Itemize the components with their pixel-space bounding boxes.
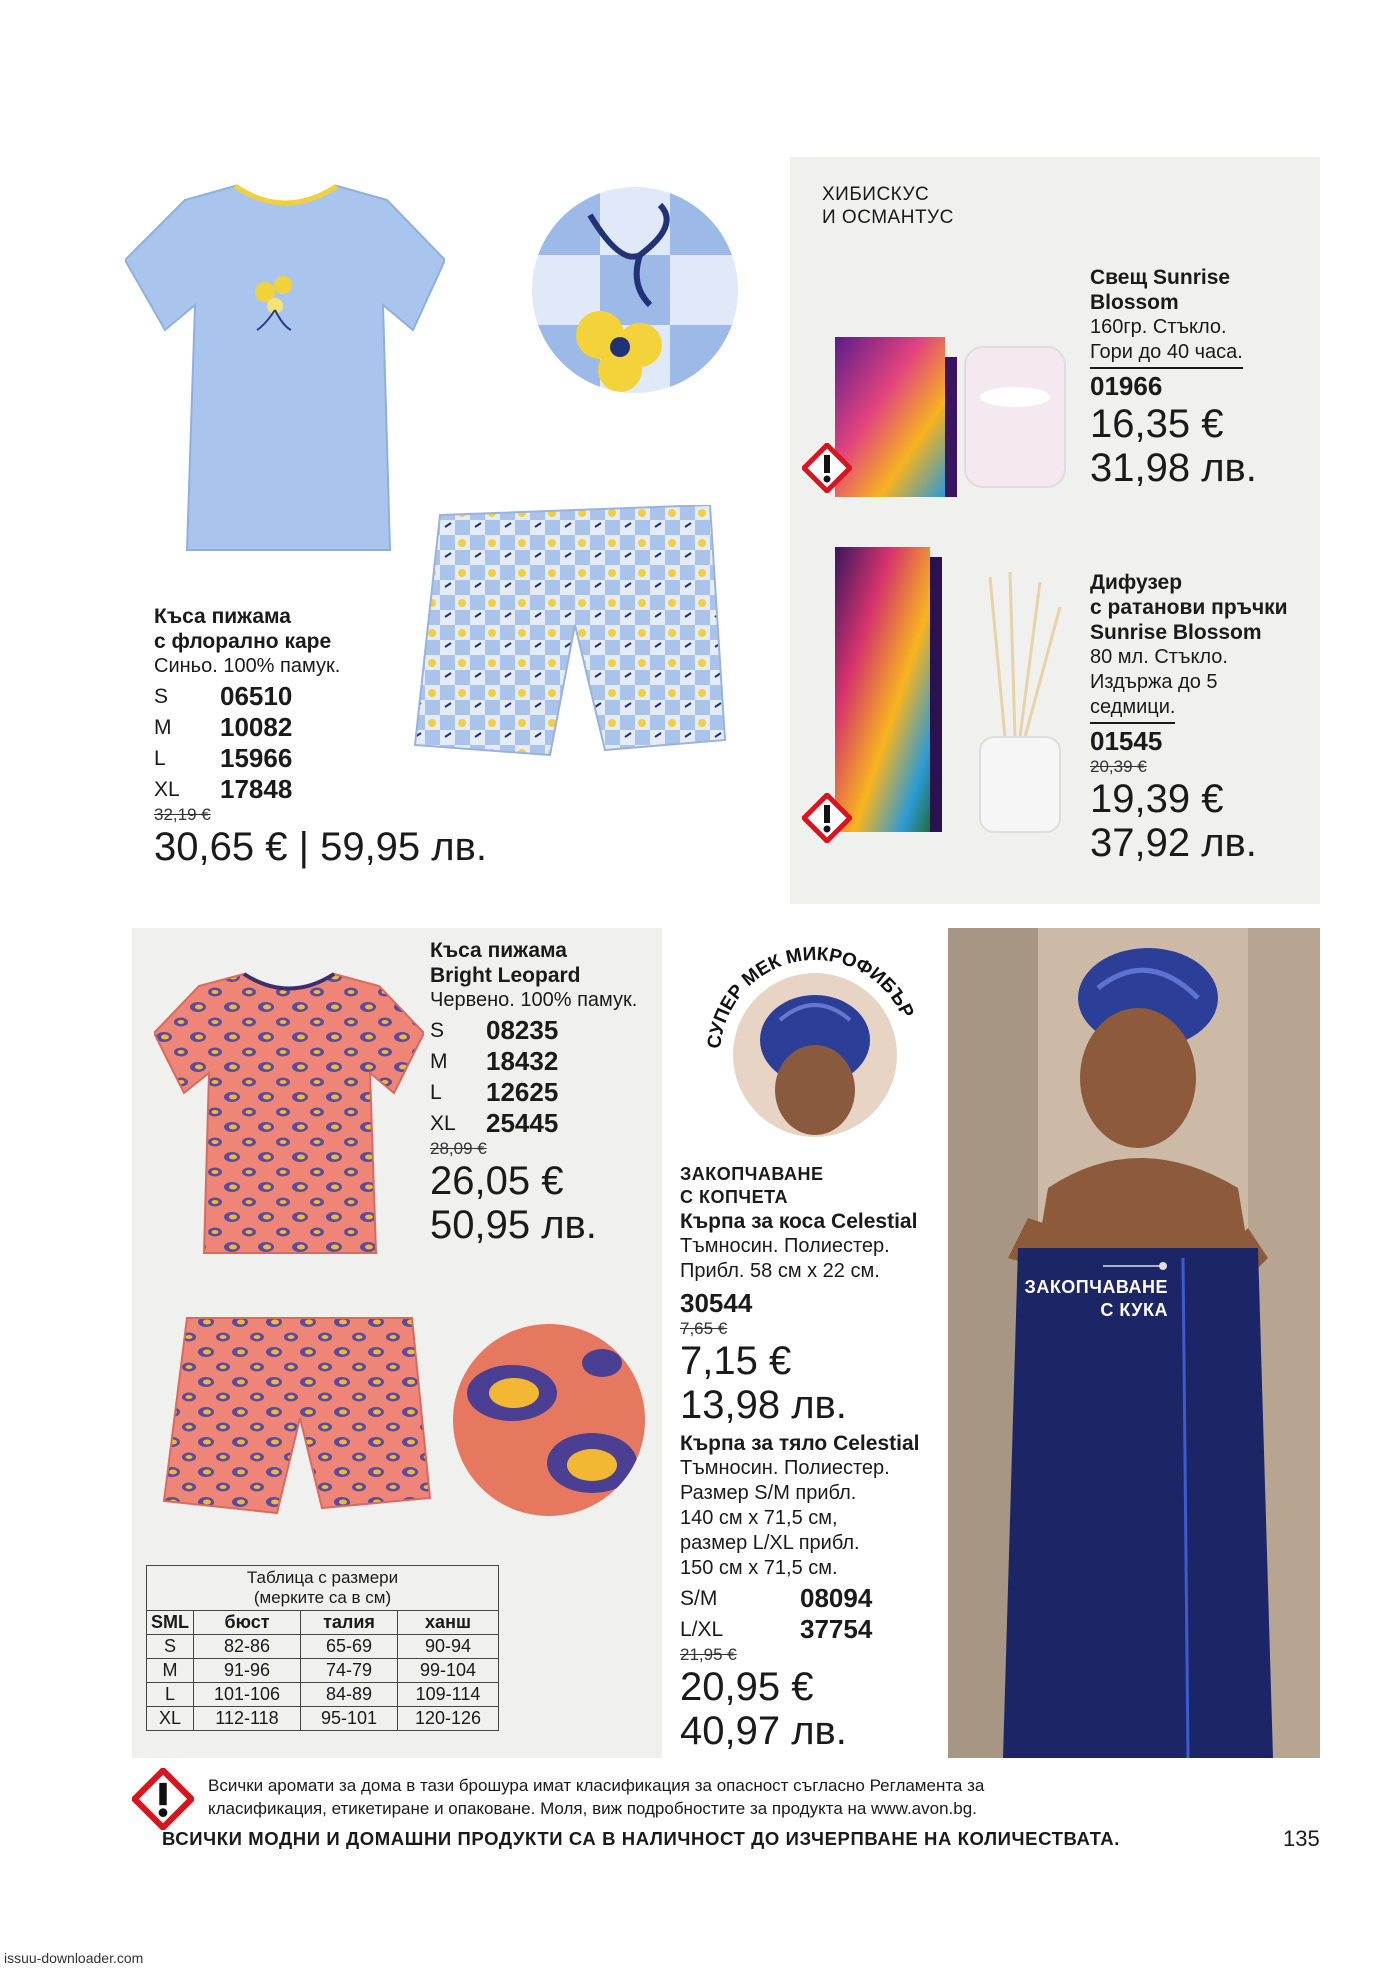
floral-fabric-detail-image bbox=[530, 185, 740, 395]
column-header: бюст bbox=[194, 1611, 301, 1635]
diffuser-desc-line2: Издържа до 5 bbox=[1090, 671, 1218, 693]
body-towel-price-eur: 20,95 € bbox=[680, 1665, 814, 1709]
hair-towel-feature-line1: ЗАКОПЧАВАНЕ bbox=[680, 1164, 824, 1184]
table-cell: 91-96 bbox=[194, 1659, 301, 1683]
hair-towel-code: 30544 bbox=[680, 1288, 753, 1318]
body-towel-desc-line1: Тъмносин. Полиестер. bbox=[680, 1457, 890, 1479]
size-label: S bbox=[154, 684, 169, 708]
size-label: M bbox=[430, 1049, 448, 1073]
hair-towel-desc-line1: Тъмносин. Полиестер. bbox=[680, 1235, 890, 1257]
body-towel-model-photo bbox=[948, 928, 1320, 1758]
floral-pajama-title bbox=[154, 604, 454, 654]
diffuser-info bbox=[1090, 570, 1315, 865]
candle-info bbox=[1090, 265, 1315, 490]
size-chart-title: Таблица с размери bbox=[246, 1568, 399, 1587]
body-towel-price-bgn: 40,97 лв. bbox=[680, 1709, 847, 1753]
fragrance-header-line2: И ОСМАНТУС bbox=[822, 207, 954, 228]
hair-towel-desc-line2: Прибл. 58 см x 22 см. bbox=[680, 1260, 880, 1282]
table-cell: 120-126 bbox=[398, 1707, 499, 1731]
size-chart bbox=[146, 1565, 499, 1731]
column-header: ханш bbox=[398, 1611, 499, 1635]
table-cell: 82-86 bbox=[194, 1635, 301, 1659]
hair-towel-desc bbox=[680, 1234, 940, 1284]
body-towel-desc bbox=[680, 1456, 940, 1581]
towels-section bbox=[670, 900, 940, 1760]
table-cell: 101-106 bbox=[194, 1683, 301, 1707]
product-code: 37754 bbox=[800, 1614, 873, 1644]
body-towel-size-codes bbox=[680, 1583, 872, 1645]
hazard-warning-icon bbox=[802, 793, 852, 843]
size-label: L/XL bbox=[680, 1617, 724, 1641]
table-row bbox=[147, 1707, 499, 1731]
table-cell: 74-79 bbox=[301, 1659, 398, 1683]
candle-title-line1: Свещ Sunrise bbox=[1090, 266, 1231, 289]
table-cell: M bbox=[147, 1659, 194, 1683]
hair-towel-title: Кърпа за коса Celestial bbox=[680, 1210, 918, 1233]
table-cell: 109-114 bbox=[398, 1683, 499, 1707]
body-towel-title: Кърпа за тяло Celestial bbox=[680, 1432, 920, 1455]
leopard-tshirt-image bbox=[154, 968, 424, 1258]
product-code: 08094 bbox=[800, 1583, 873, 1613]
diffuser-image bbox=[830, 547, 1070, 837]
hair-towel-feature-line2: С КОПЧЕТА bbox=[680, 1187, 788, 1207]
product-code: 15966 bbox=[220, 743, 293, 773]
size-label: M bbox=[154, 715, 172, 739]
diffuser-title-line3: Sunrise Blossom bbox=[1090, 621, 1262, 644]
table-cell: 90-94 bbox=[398, 1635, 499, 1659]
table-cell: 112-118 bbox=[194, 1707, 301, 1731]
size-label: XL bbox=[154, 777, 180, 801]
fragrance-header bbox=[822, 183, 954, 229]
product-code: 25445 bbox=[486, 1108, 559, 1138]
size-label: XL bbox=[430, 1111, 456, 1135]
hazard-warning-icon bbox=[132, 1768, 194, 1830]
column-header: SML bbox=[147, 1611, 194, 1635]
floral-tshirt-image bbox=[125, 180, 445, 560]
table-row bbox=[147, 1683, 499, 1707]
candle-desc-line2: Гори до 40 часа. bbox=[1090, 340, 1243, 369]
floral-pajama-section bbox=[0, 0, 790, 900]
hair-towel-info bbox=[680, 1163, 940, 1753]
hair-towel-model-image bbox=[730, 970, 900, 1140]
size-row bbox=[154, 743, 292, 774]
diffuser-title-line2: с ратанови пръчки bbox=[1090, 596, 1288, 619]
table-cell: 65-69 bbox=[301, 1635, 398, 1659]
size-row bbox=[430, 1015, 558, 1046]
product-code: 17848 bbox=[220, 774, 293, 804]
size-row bbox=[430, 1077, 558, 1108]
diffuser-price-bgn: 37,92 лв. bbox=[1090, 821, 1257, 865]
candle-desc bbox=[1090, 315, 1315, 369]
size-row bbox=[154, 712, 292, 743]
size-label: L bbox=[154, 746, 166, 770]
leopard-pajama-title bbox=[430, 938, 660, 988]
size-row bbox=[430, 1046, 558, 1077]
size-label: L bbox=[430, 1080, 442, 1104]
leopard-pajama-price-bgn: 50,95 лв. bbox=[430, 1203, 597, 1247]
table-cell: XL bbox=[147, 1707, 194, 1731]
leopard-fabric-detail-image bbox=[452, 1323, 647, 1518]
size-row bbox=[154, 681, 292, 712]
diffuser-title-line1: Дифузер bbox=[1090, 571, 1183, 594]
hazard-warning-icon bbox=[802, 443, 852, 493]
floral-pajama-price: 30,65 € | 59,95 лв. bbox=[154, 825, 487, 869]
availability-notice: ВСИЧКИ МОДНИ И ДОМАШНИ ПРОДУКТИ СА В НАЛИЧНОСТ ДО ИЗЧЕРПВАНЕ НА КОЛИЧЕСТВАТА. bbox=[162, 1828, 1121, 1849]
size-row bbox=[680, 1583, 872, 1614]
table-cell: 84-89 bbox=[301, 1683, 398, 1707]
table-row bbox=[147, 1659, 499, 1683]
leopard-pajama-panel bbox=[132, 928, 662, 1758]
body-towel-desc-line4: размер L/XL прибл. bbox=[680, 1532, 860, 1554]
floral-pajama-title-line2: с флорално каре bbox=[154, 630, 332, 653]
diffuser-title bbox=[1090, 570, 1315, 645]
floral-pajama-old-price: 32,19 € bbox=[154, 805, 211, 824]
floral-pajama-title-line1: Къса пижама bbox=[154, 605, 291, 628]
hair-towel-price-bgn: 13,98 лв. bbox=[680, 1383, 847, 1427]
size-row bbox=[680, 1614, 872, 1645]
diffuser-code: 01545 bbox=[1090, 726, 1163, 756]
hair-towel-price-eur: 7,15 € bbox=[680, 1339, 792, 1383]
hazard-disclaimer-line2: класификация, етикетиране и опаковане. Моля, виж подробностите за продукта на www.avon.bg. bbox=[208, 1799, 977, 1818]
candle-image bbox=[830, 327, 1070, 502]
product-code: 06510 bbox=[220, 681, 293, 711]
diffuser-desc-line3: седмици. bbox=[1090, 695, 1175, 724]
candle-title bbox=[1090, 265, 1315, 315]
candle-title-line2: Blossom bbox=[1090, 291, 1179, 314]
candle-price-bgn: 31,98 лв. bbox=[1090, 446, 1257, 490]
table-cell: S bbox=[147, 1635, 194, 1659]
column-header: талия bbox=[301, 1611, 398, 1635]
hook-closure-label-line1: ЗАКОПЧАВАНЕ bbox=[1024, 1277, 1168, 1297]
table-cell: L bbox=[147, 1683, 194, 1707]
table-cell: 95-101 bbox=[301, 1707, 398, 1731]
body-towel-desc-line5: 150 см x 71,5 см. bbox=[680, 1557, 838, 1579]
leopard-pajama-size-codes bbox=[430, 1015, 558, 1139]
hair-towel-old-price: 7,65 € bbox=[680, 1319, 728, 1338]
leopard-pajama-title-line2: Bright Leopard bbox=[430, 964, 581, 987]
size-label: S bbox=[430, 1018, 445, 1042]
floral-shorts-image bbox=[410, 505, 730, 765]
leopard-pajama-old-price: 28,09 € bbox=[430, 1139, 487, 1158]
table-cell: 99-104 bbox=[398, 1659, 499, 1683]
table-row bbox=[147, 1635, 499, 1659]
body-towel-old-price: 21,95 € bbox=[680, 1645, 737, 1664]
hair-towel-feature bbox=[680, 1163, 940, 1209]
hazard-disclaimer bbox=[208, 1774, 984, 1820]
product-code: 08235 bbox=[486, 1015, 559, 1045]
candle-desc-line1: 160гр. Стъкло. bbox=[1090, 316, 1227, 338]
size-chart-header-row bbox=[147, 1611, 499, 1635]
size-chart-caption-row bbox=[147, 1566, 499, 1611]
floral-pajama-size-codes bbox=[154, 681, 292, 805]
size-chart-table bbox=[146, 1565, 499, 1731]
product-code: 18432 bbox=[486, 1046, 559, 1076]
diffuser-price-eur: 19,39 € bbox=[1090, 777, 1224, 821]
size-chart-subtitle: (мерките са в см) bbox=[253, 1588, 392, 1607]
body-towel-desc-line3: 140 см x 71,5 см, bbox=[680, 1507, 838, 1529]
size-label: S/M bbox=[680, 1586, 718, 1610]
leopard-pajama-info bbox=[430, 938, 660, 1247]
hook-closure-label bbox=[1008, 1276, 1168, 1322]
product-code: 10082 bbox=[220, 712, 293, 742]
candle-code: 01966 bbox=[1090, 371, 1163, 401]
diffuser-desc bbox=[1090, 645, 1315, 724]
size-row bbox=[154, 774, 292, 805]
hazard-disclaimer-line1: Всички аромати за дома в тази брошура имат класификация за опасност съгласно Регламента за bbox=[208, 1776, 985, 1795]
diffuser-desc-line1: 80 мл. Стъкло. bbox=[1090, 646, 1228, 668]
home-fragrance-panel bbox=[790, 157, 1320, 904]
fragrance-header-line1: ХИБИСКУС bbox=[822, 184, 930, 205]
leopard-pajama-desc: Червено. 100% памук. bbox=[430, 989, 638, 1011]
candle-price-eur: 16,35 € bbox=[1090, 402, 1224, 446]
floral-pajama-desc: Синьо. 100% памук. bbox=[154, 655, 341, 677]
leopard-pajama-price-eur: 26,05 € bbox=[430, 1159, 564, 1203]
product-code: 12625 bbox=[486, 1077, 559, 1107]
body-towel-desc-line2: Размер S/M прибл. bbox=[680, 1482, 857, 1504]
leopard-shorts-image bbox=[162, 1313, 432, 1523]
hook-closure-label-line2: С КУКА bbox=[1100, 1300, 1168, 1320]
page-number: 135 bbox=[1283, 1826, 1320, 1851]
badge-arc-textpath: СУПЕР МЕК МИКРОФИБЪР bbox=[704, 943, 918, 1050]
watermark: issuu-downloader.com bbox=[4, 1950, 144, 1966]
microfiber-badge bbox=[690, 920, 940, 1170]
body-towel-model-image bbox=[948, 928, 1320, 1758]
diffuser-old-price: 20,39 € bbox=[1090, 757, 1147, 776]
leopard-pajama-title-line1: Къса пижама bbox=[430, 939, 567, 962]
size-row bbox=[430, 1108, 558, 1139]
